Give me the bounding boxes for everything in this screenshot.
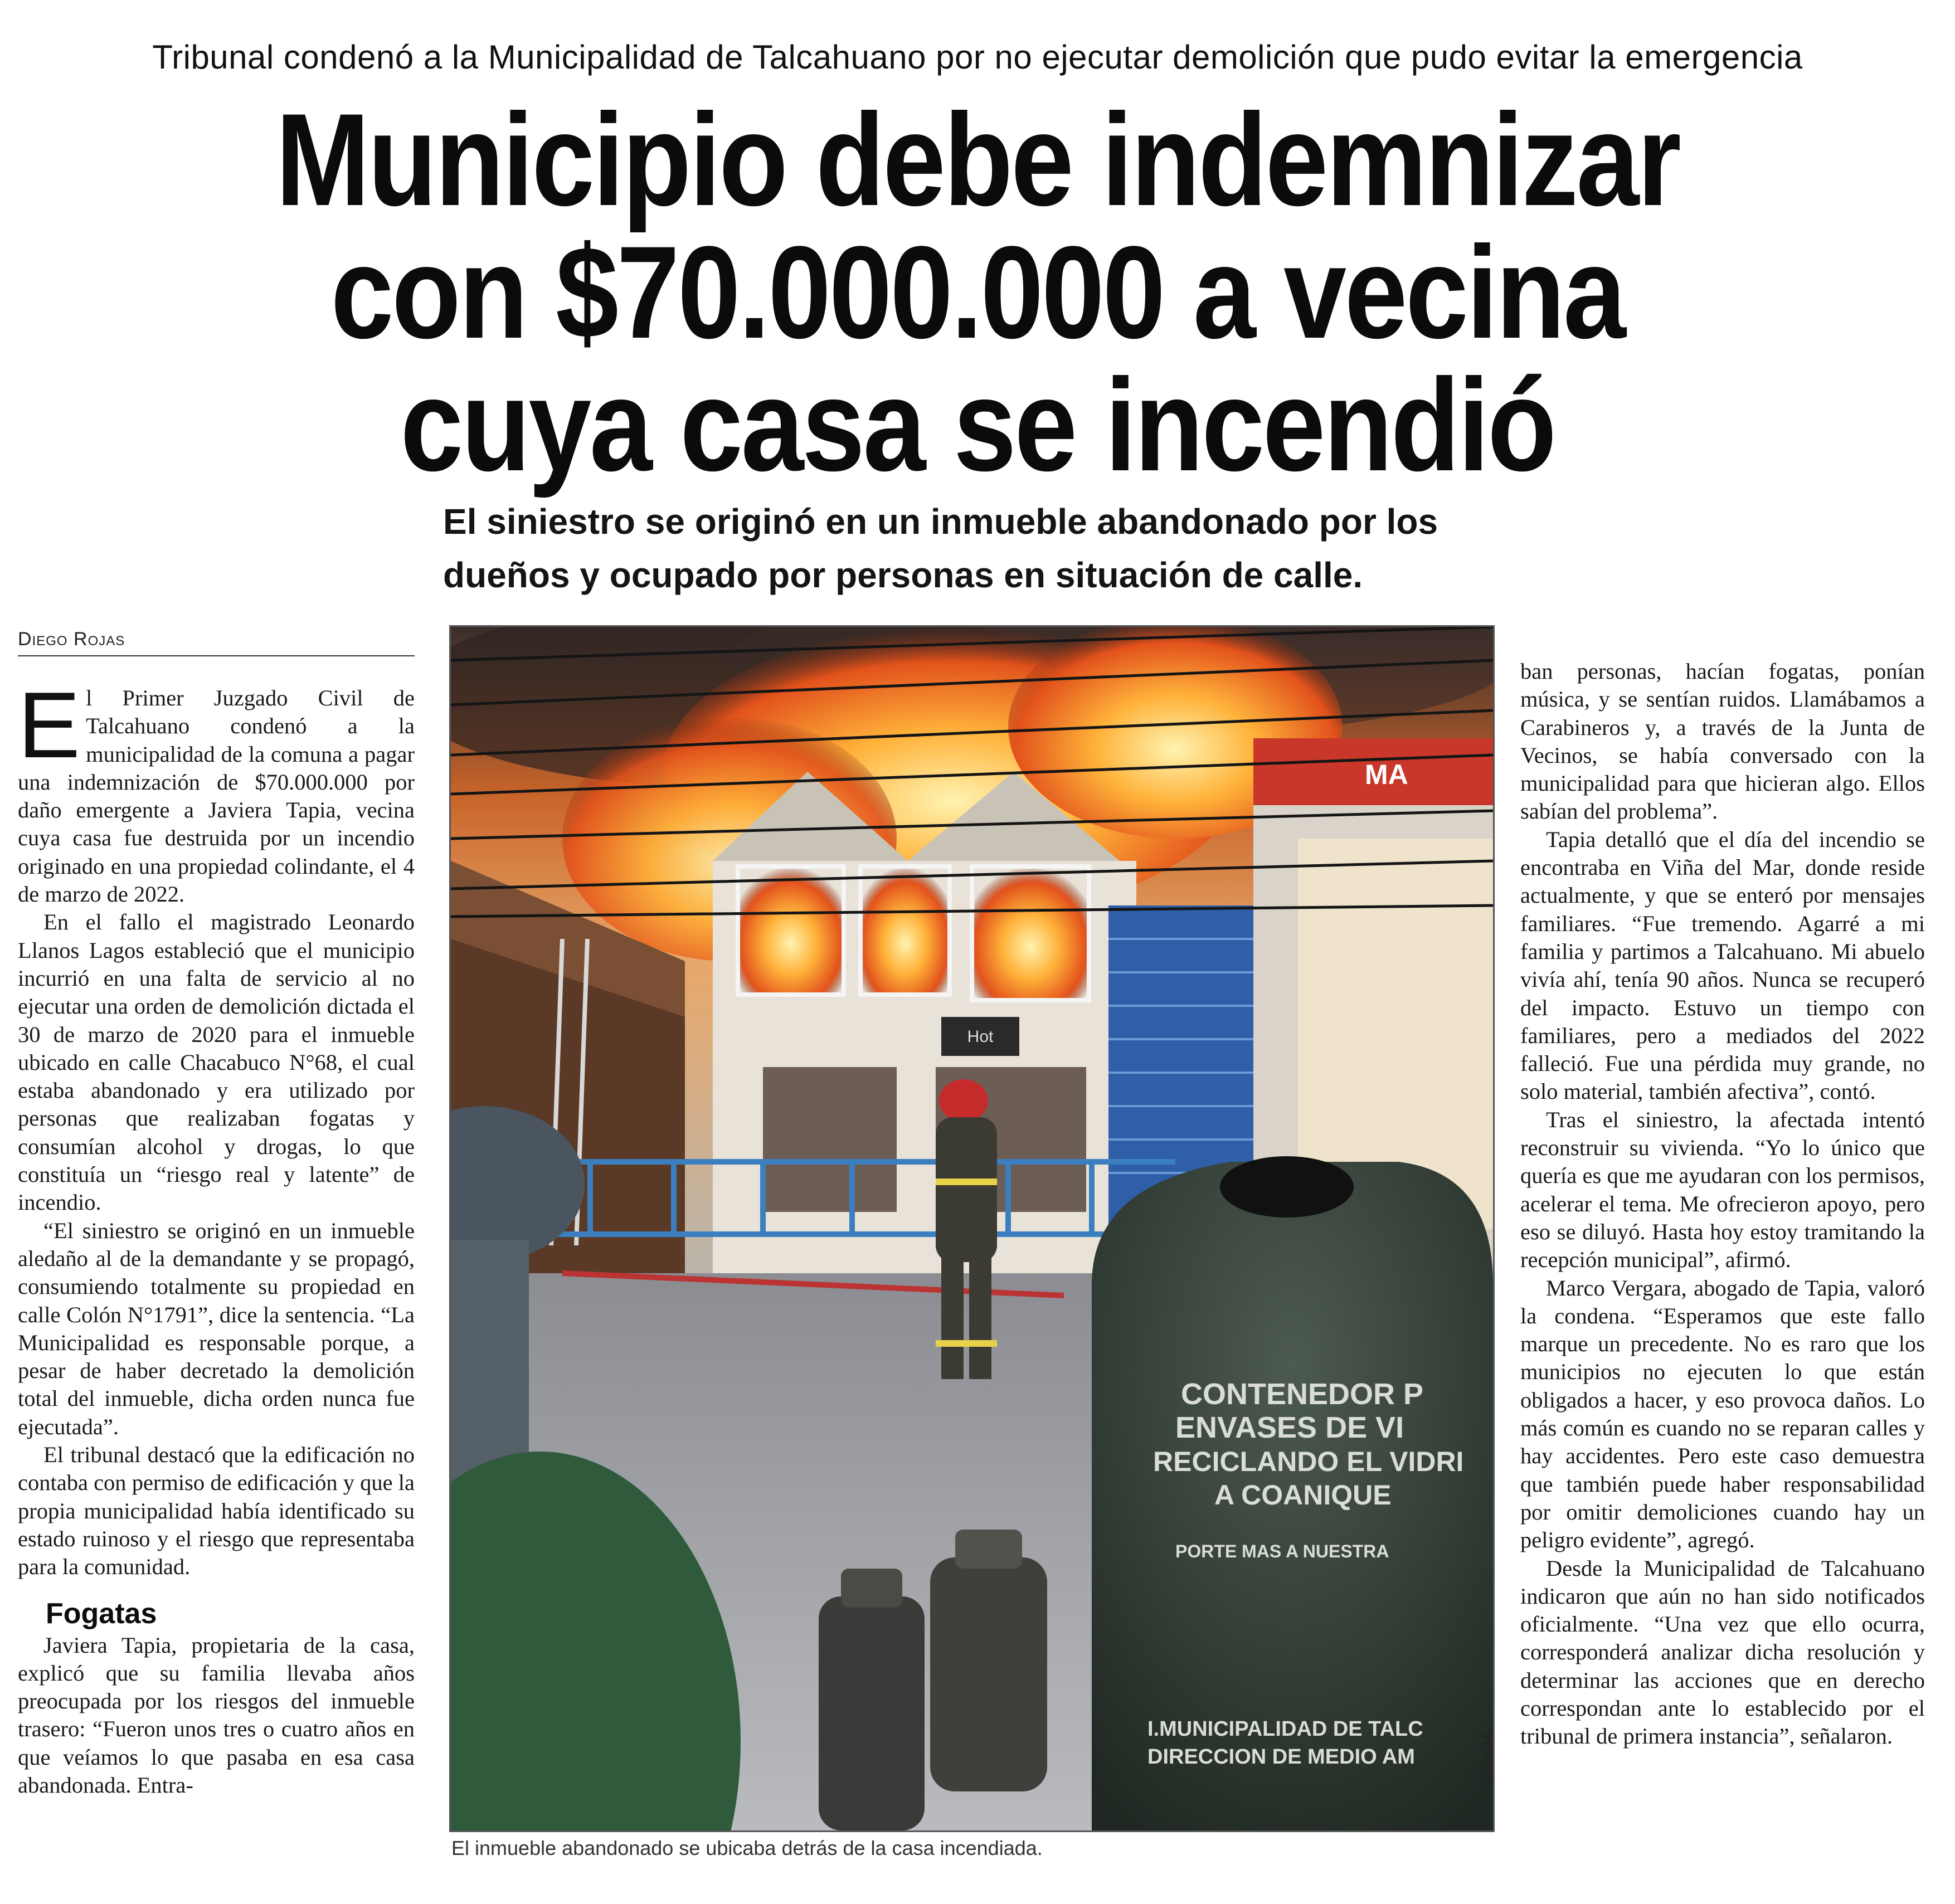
column-left xyxy=(18,673,415,1799)
headline-line-1: Municipio debe indemnizar xyxy=(275,86,1680,233)
kicker: Tribunal condenó a la Municipalidad de Talcahuano por no ejecutar demolición que pudo evitar la emergencia xyxy=(152,38,1803,76)
container-text-7: DIRECCION DE MEDIO AM xyxy=(1147,1745,1415,1769)
container-text-6: I.MUNICIPALIDAD DE TALC xyxy=(1147,1717,1423,1741)
paragraph-5: Javiera Tapia, propietaria de la casa, explicó que su familia llevaba años preocupada por los riesgos del inmueble trasero: “Fueron unos tres o cuatro años en que veíamos lo que pasaba en esa casa abandonada. Entra- xyxy=(18,1632,415,1798)
headline-line-2: con $70.000.000 a vecina xyxy=(330,219,1625,366)
paragraph-4: El tribunal destacó que la edificación no contaba con permiso de edificación y que la propia municipalidad había identificado su estado ruinoso y el riesgo que representaba para la comunidad. xyxy=(18,1442,415,1580)
drop-cap: E xyxy=(18,673,81,777)
paragraph-1 xyxy=(18,673,415,908)
paragraph-7: Tapia detalló que el día del incendio se encontraba en Viña del Mar, donde reside actualmente, y que se enteró por mensajes familiares. “Fue tremendo. Agarré a mi familia y partimos a Talcahuano. Mi abuelo vivía ahí, tenía 90 años. Nunca se recuperó del impacto. Estuvo un tiempo con familiares, pero a mediados del 2022 falleció. Fue una pérdida muy grande, no solo material, también afectiva”, contó. xyxy=(1520,826,1925,1104)
column-right xyxy=(1520,658,1925,1751)
paragraph-2: En el fallo el magistrado Leonardo Llanos Lagos estableció que el municipio incurrió en una falta de servicio al no ejecutar una orden de demolición dictada el 30 de marzo de 2020 para el inmueble ubicado en calle Chacabuco N°68, el cual estaba abandonado y era utilizado por personas que realizaban fogatas y consumían alcohol y drogas, lo que constituía un “riesgo real y latente” de incendio. xyxy=(18,909,415,1215)
headline xyxy=(0,86,1955,499)
news-photo xyxy=(449,625,1495,1832)
deck: El siniestro se originó en un inmueble abandonado por los dueños y ocupado por personas en situación de calle. xyxy=(443,501,1438,595)
shop-sign: Hot xyxy=(967,1028,994,1046)
container-text-2: ENVASES DE VI xyxy=(1175,1411,1404,1444)
subhead-fogatas: Fogatas xyxy=(46,1597,157,1630)
photo-credit: CEDIDA xyxy=(1479,1730,1495,1789)
byline: Diego Rojas xyxy=(18,629,415,656)
container-text-3: RECICLANDO EL VIDRI xyxy=(1153,1446,1464,1477)
photo-caption: El inmueble abandonado se ubicaba detrás de la casa incendiada. xyxy=(451,1837,1043,1859)
container-text-4: A COANIQUE xyxy=(1214,1479,1392,1511)
headline-line-3: cuya casa se incendió xyxy=(400,352,1555,499)
paragraph-8: Tras el siniestro, la afectada intentó reconstruir su vivienda. “Yo lo único que quería es que me ayudaran con los permisos, acelerar el tema. Me ofrecieron apoyo, pero eso se diluyó. Hasta hoy estoy tramitando la recepción municipal”, afirmó. xyxy=(1520,1107,1925,1273)
paragraph-6: ban personas, hacían fogatas, ponían música, y se sentían ruidos. Llamábamos a Carabineros y, a través de la Junta de Vecinos, se había conversado con la municipalidad para que hicieran algo. Ellos sabían del problema”. xyxy=(1520,659,1925,824)
container-text-1: CONTENEDOR P xyxy=(1181,1377,1424,1411)
paragraph-9: Marco Vergara, abogado de Tapia, valoró la condena. “Esperamos que este fallo marque un precedente. No es raro que los municipios no ejecuten lo que están obligados a hacer, y eso provoca daños. Lo más común es cuando no se reparan calles y hay accidentes. Pero este caso demuestra que también puede haber responsabilidad por omitir demoliciones cuando hay un peligro evidente”, agregó. xyxy=(1520,1275,1925,1553)
paragraph-3: “El siniestro se originó en un inmueble aledaño al de la demandante y se propagó, consumiendo totalmente su propiedad en calle Colón N°1791”, dice la sentencia. “La Municipalidad es responsable porque, a pesar de haber decretado la demolición total del inmueble, dicha orden nunca fue ejecutada”. xyxy=(18,1218,415,1439)
paragraph-1-text: l Primer Juzgado Civil de Talcahuano condenó a la municipalidad de la comuna a pagar una indemnización de $70.000.000 por daño emergente a Javiera Tapia, vecina cuya casa fue destruida por un incendio originado en una propiedad colindante, el 4 de marzo de 2022. xyxy=(18,685,415,907)
recycling-container xyxy=(1092,1156,1493,1830)
container-text-5: PORTE MAS A NUESTRA xyxy=(1175,1541,1389,1561)
fire-scene-illustration xyxy=(451,627,1493,1830)
truck-label: MA xyxy=(1365,759,1408,790)
paragraph-10: Desde la Municipalidad de Talcahuano indicaron que aún no han sido notificados oficialmente. “Una vez que ello ocurra, corresponderá analizar dicha resolución y determinar las acciones que en derecho correspondan ante lo establecido por el tribunal de primera instancia”, señalaron. xyxy=(1520,1555,1925,1749)
